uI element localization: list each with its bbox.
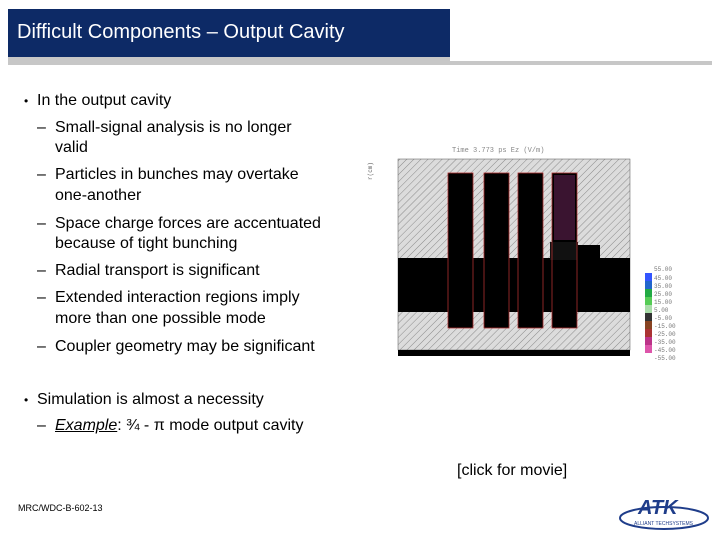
logo-tagline-text: ALLIANT TECHSYSTEMS	[634, 521, 693, 527]
sub-dash: –	[37, 215, 46, 232]
example-line	[55, 416, 303, 436]
logo-main-text: ATK	[638, 497, 678, 519]
footer-code: MRC/WDC-B-602-13	[18, 503, 103, 513]
svg-text:-35.00: -35.00	[654, 339, 676, 346]
atk-logo-icon	[618, 492, 710, 532]
sub-dash: –	[37, 166, 46, 183]
sub-bullet-5-line-2: more than one possible mode	[55, 310, 266, 327]
svg-text:55.00: 55.00	[654, 266, 673, 273]
sub-bullet-5-line-1: Extended interaction regions imply	[55, 289, 300, 306]
slide-title: Difficult Components – Output Cavity	[17, 21, 345, 43]
legend-swatches	[645, 273, 652, 353]
sub-bullet-2-line-1: Particles in bunches may overtake	[55, 166, 299, 183]
svg-text:r(cm): r(cm)	[367, 161, 374, 180]
example-label: Example	[55, 417, 118, 434]
sub-dash: –	[37, 262, 46, 279]
svg-text:Time 3.773 ps Ez (V/m): Time 3.773 ps Ez (V/m)	[452, 147, 545, 155]
simulation-figure[interactable]	[362, 140, 692, 375]
svg-text:-55.00: -55.00	[654, 355, 676, 362]
svg-text:-15.00: -15.00	[654, 323, 676, 330]
cavity-field-plot	[362, 140, 692, 375]
title-bar	[8, 9, 450, 61]
sub-bullet-3-line-1: Space charge forces are accentuated	[55, 215, 321, 232]
sub-bullet-2-line-2: one-another	[55, 187, 142, 204]
svg-text:5.00: 5.00	[654, 307, 669, 314]
svg-text:-5.00: -5.00	[654, 315, 673, 322]
sub-bullet-1-line-2: valid	[55, 139, 88, 156]
sub-bullet-4: Radial transport is significant	[55, 262, 260, 279]
sub-dash: –	[37, 119, 46, 136]
atk-logo	[618, 492, 710, 532]
svg-text:35.00: 35.00	[654, 283, 673, 290]
movie-link[interactable]: [click for movie]	[457, 462, 568, 479]
svg-text:-25.00: -25.00	[654, 331, 676, 338]
bullet-1: In the output cavity	[37, 92, 172, 109]
sub-dash: –	[37, 417, 46, 434]
sub-bullet-1-line-1: Small-signal analysis is no longer	[55, 119, 292, 136]
sub-bullet-6: Coupler geometry may be significant	[55, 338, 315, 355]
sub-dash: –	[37, 338, 46, 355]
sub-bullet-3-line-2: because of tight bunching	[55, 235, 238, 252]
bullet-2: Simulation is almost a necessity	[37, 391, 264, 408]
svg-text:-45.00: -45.00	[654, 347, 676, 354]
bullet-marker: •	[24, 94, 29, 108]
svg-text:45.00: 45.00	[654, 275, 673, 282]
svg-text:15.00: 15.00	[654, 299, 673, 306]
title-rule	[8, 61, 712, 65]
sub-dash: –	[37, 289, 46, 306]
bullet-marker: •	[24, 393, 29, 407]
example-text: : ¾ - π mode output cavity	[117, 417, 304, 434]
svg-text:25.00: 25.00	[654, 291, 673, 298]
